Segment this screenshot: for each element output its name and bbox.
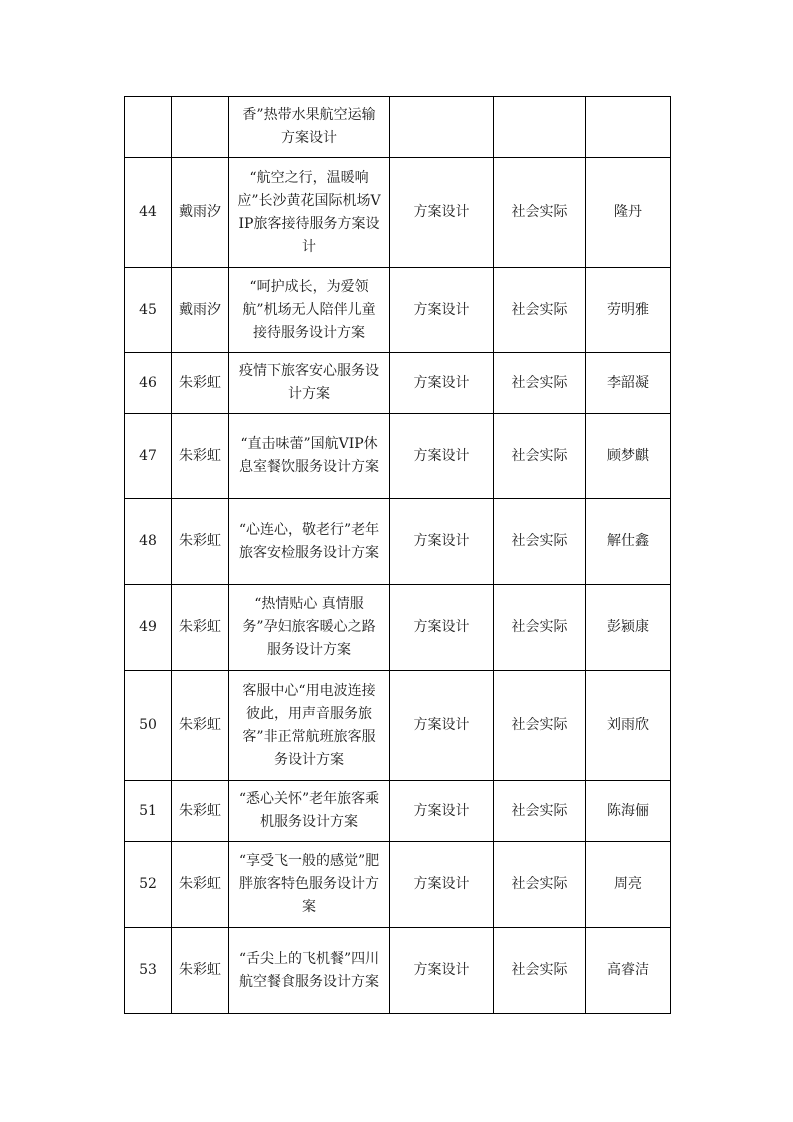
advisor-name: 朱彩虹 (172, 671, 229, 781)
row-number: 46 (125, 353, 172, 414)
table-row (125, 928, 671, 1014)
project-source: 社会实际 (494, 268, 586, 353)
table-row (125, 268, 671, 353)
advisor-name: 戴雨汐 (172, 268, 229, 353)
project-type: 方案设计 (390, 842, 494, 928)
project-type: 方案设计 (390, 781, 494, 842)
row-number: 44 (125, 158, 172, 268)
project-type: 方案设计 (390, 268, 494, 353)
student-name: 解仕鑫 (586, 499, 671, 585)
student-name: 刘雨欣 (586, 671, 671, 781)
table-row (125, 671, 671, 781)
table-row (125, 781, 671, 842)
row-number: 48 (125, 499, 172, 585)
student-name (586, 97, 671, 158)
advisor-name: 朱彩虹 (172, 499, 229, 585)
project-type: 方案设计 (390, 585, 494, 671)
table-row (125, 97, 671, 158)
project-type: 方案设计 (390, 414, 494, 499)
student-name: 陈海俪 (586, 781, 671, 842)
project-title: “航空之行，温暖响应”长沙黄花国际机场VIP旅客接待服务方案设计 (229, 158, 390, 268)
project-title: 香”热带水果航空运输方案设计 (229, 97, 390, 158)
advisor-name: 朱彩虹 (172, 842, 229, 928)
student-name: 劳明雅 (586, 268, 671, 353)
project-source: 社会实际 (494, 499, 586, 585)
student-name: 隆丹 (586, 158, 671, 268)
project-title: “直击味蕾”国航VIP休息室餐饮服务设计方案 (229, 414, 390, 499)
table-row (125, 585, 671, 671)
row-number: 51 (125, 781, 172, 842)
advisor-name: 戴雨汐 (172, 158, 229, 268)
project-title: “呵护成长，为爱领航”机场无人陪伴儿童接待服务设计方案 (229, 268, 390, 353)
table-row (125, 353, 671, 414)
student-name: 高睿洁 (586, 928, 671, 1014)
table-row (125, 158, 671, 268)
table-row (125, 414, 671, 499)
row-number (125, 97, 172, 158)
project-type (390, 97, 494, 158)
row-number: 45 (125, 268, 172, 353)
advisor-name (172, 97, 229, 158)
row-number: 50 (125, 671, 172, 781)
advisor-name: 朱彩虹 (172, 414, 229, 499)
table-row (125, 499, 671, 585)
student-name: 顾梦麒 (586, 414, 671, 499)
project-title: “舌尖上的飞机餐”四川航空餐食服务设计方案 (229, 928, 390, 1014)
project-source (494, 97, 586, 158)
project-table (124, 96, 671, 1014)
project-type: 方案设计 (390, 158, 494, 268)
project-title: “享受飞一般的感觉”肥胖旅客特色服务设计方案 (229, 842, 390, 928)
project-title: 客服中心“用电波连接彼此，用声音服务旅客”非正常航班旅客服务设计方案 (229, 671, 390, 781)
student-name: 彭颍康 (586, 585, 671, 671)
row-number: 47 (125, 414, 172, 499)
student-name: 周亮 (586, 842, 671, 928)
project-source: 社会实际 (494, 781, 586, 842)
project-source: 社会实际 (494, 585, 586, 671)
project-source: 社会实际 (494, 158, 586, 268)
row-number: 53 (125, 928, 172, 1014)
project-type: 方案设计 (390, 499, 494, 585)
project-source: 社会实际 (494, 842, 586, 928)
project-source: 社会实际 (494, 353, 586, 414)
advisor-name: 朱彩虹 (172, 585, 229, 671)
advisor-name: 朱彩虹 (172, 353, 229, 414)
student-name: 李韶凝 (586, 353, 671, 414)
project-title: “热情贴心 真情服务”孕妇旅客暖心之路服务设计方案 (229, 585, 390, 671)
project-source: 社会实际 (494, 928, 586, 1014)
advisor-name: 朱彩虹 (172, 781, 229, 842)
project-source: 社会实际 (494, 671, 586, 781)
table-row (125, 842, 671, 928)
project-type: 方案设计 (390, 671, 494, 781)
row-number: 49 (125, 585, 172, 671)
project-type: 方案设计 (390, 928, 494, 1014)
project-title: 疫情下旅客安心服务设计方案 (229, 353, 390, 414)
project-title: “心连心，敬老行”老年旅客安检服务设计方案 (229, 499, 390, 585)
row-number: 52 (125, 842, 172, 928)
advisor-name: 朱彩虹 (172, 928, 229, 1014)
project-title: “悉心关怀”老年旅客乘机服务设计方案 (229, 781, 390, 842)
project-source: 社会实际 (494, 414, 586, 499)
project-type: 方案设计 (390, 353, 494, 414)
